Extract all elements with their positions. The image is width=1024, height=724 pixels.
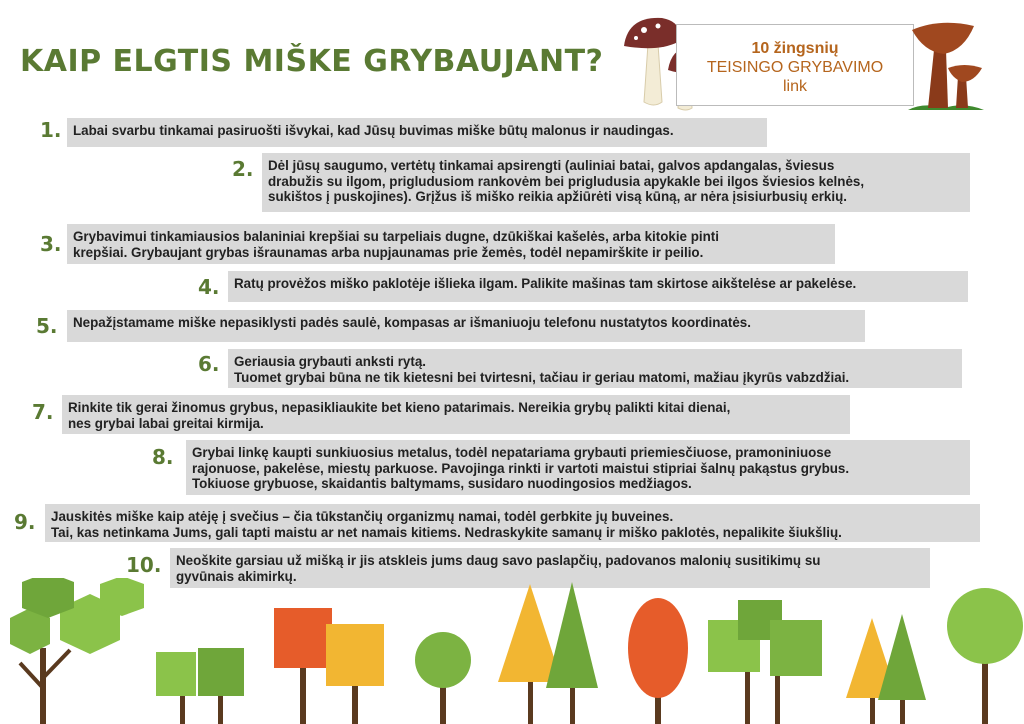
step-number: 3. bbox=[40, 232, 62, 256]
tree-icon bbox=[274, 608, 384, 724]
badge-line-2: TEISINGO GRYBAVIMO bbox=[706, 59, 884, 76]
step-number: 7. bbox=[32, 400, 54, 424]
step-line: Geriausia grybauti anksti rytą. bbox=[234, 354, 427, 369]
step-number: 10. bbox=[126, 553, 162, 577]
step-number: 4. bbox=[198, 275, 220, 299]
step-line: nes grybai labai greitai kirmija. bbox=[68, 415, 264, 431]
step-text-2 bbox=[262, 153, 970, 212]
mushroom-right-icon bbox=[904, 16, 990, 116]
step-line: Neoškite garsiau už mišką ir jis atskleis jums daug savo paslapčių, padovanos malonių susitikimų su bbox=[176, 553, 821, 568]
step-line: Grybai linkę kaupti sunkiuosius metalus, todėl nepatariama grybauti priemiesčiuose, pramoniniuose bbox=[192, 445, 832, 460]
step-line: drabužis su ilgom, prigludusiom rankovėm bei prigludusia apykakle bei ilgos šviesios kelnės, bbox=[268, 173, 865, 189]
tree-icon bbox=[498, 582, 598, 724]
step-text-3 bbox=[67, 224, 835, 264]
tree-icon bbox=[415, 632, 471, 724]
tree-icon bbox=[156, 648, 244, 724]
step-number: 8. bbox=[152, 445, 174, 469]
tree-icon bbox=[708, 600, 822, 724]
step-line: Tuomet grybai būna ne tik kietesni bei tvirtesni, tačiau ir geriau matomi, mažiau įkyrūs vabzdžiai. bbox=[234, 369, 850, 385]
step-line: Tokiuose grybuose, skaidantis baltymams, susidaro nuodingosios medžiagos. bbox=[192, 476, 692, 491]
step-line: Tai, kas netinkama Jums, gali tapti maistu ar net namais kitiems. Nedraskykite samanų ir miško paklotės, nepalikite šiukšlių. bbox=[51, 524, 842, 540]
step-line: gyvūnais akimirkų. bbox=[176, 568, 297, 584]
tree-icon bbox=[10, 578, 144, 724]
page-title: KAIP ELGTIS MIŠKE GRYBAUJANT? bbox=[20, 44, 604, 79]
step-line: Labai svarbu tinkamai pasiruošti išvykai, kad Jūsų buvimas miške būtų malonus ir naudingas. bbox=[73, 123, 674, 138]
step-text-4 bbox=[228, 271, 968, 302]
step-number: 1. bbox=[40, 118, 62, 142]
step-line: krepšiai. Grybaujant grybas išraunamas arba nupjaunamas prie žemės, todėl nepamirškite ir peilio. bbox=[73, 244, 704, 260]
badge-line-3: link bbox=[782, 78, 807, 95]
step-line: Grybavimui tinkamiausios balaniniai krepšiai su tarpeliais dugne, dzūkiškai kašelės, arba kitokie pinti bbox=[73, 229, 719, 244]
steps-badge bbox=[676, 24, 914, 106]
step-text-8 bbox=[186, 440, 970, 495]
step-line: rajonuose, pakelėse, miestų parkuose. Pavojinga rinkti ir vartoti maistui stipriai šalnų pakąstus grybus. bbox=[192, 460, 850, 476]
step-text-7 bbox=[62, 395, 850, 434]
step-number: 5. bbox=[36, 314, 58, 338]
step-text-9 bbox=[45, 504, 980, 542]
step-number: 2. bbox=[232, 157, 254, 181]
step-number: 6. bbox=[198, 352, 220, 376]
step-line: Jauskitės miške kaip atėję į svečius – čia tūkstančių organizmų namai, todėl gerbkite jų buveines. bbox=[51, 509, 674, 524]
trees-illustration bbox=[0, 578, 1024, 724]
step-line: Nepažįstamame miške nepasiklysti padės saulė, kompasas ar išmaniuoju telefonu nustatytos koordinatės. bbox=[73, 315, 751, 330]
tree-icon bbox=[846, 614, 926, 724]
step-line: Dėl jūsų saugumo, vertėtų tinkamai apsirengti (auliniai batai, galvos apdangalas, šviesus bbox=[268, 158, 835, 173]
step-text-6 bbox=[228, 349, 962, 388]
tree-icon bbox=[628, 598, 688, 724]
badge-line-1: 10 žingsnių bbox=[751, 40, 839, 57]
tree-icon bbox=[947, 588, 1023, 724]
step-number: 9. bbox=[14, 510, 36, 534]
step-line: Rinkite tik gerai žinomus grybus, nepasikliaukite bet kieno patarimais. Nereikia grybų palikti kitai dienai, bbox=[68, 400, 731, 415]
step-text-1 bbox=[67, 118, 767, 147]
step-line: Ratų provėžos miško paklotėje išlieka ilgam. Palikite mašinas tam skirtose aikštelėse ar pakelėse. bbox=[234, 276, 857, 291]
step-text-5 bbox=[67, 310, 865, 342]
step-line: sukištos į puskojines). Grįžus iš miško reikia apžiūrėti visą kūną, ar nėra įsisiurbusių erkių. bbox=[268, 189, 847, 204]
